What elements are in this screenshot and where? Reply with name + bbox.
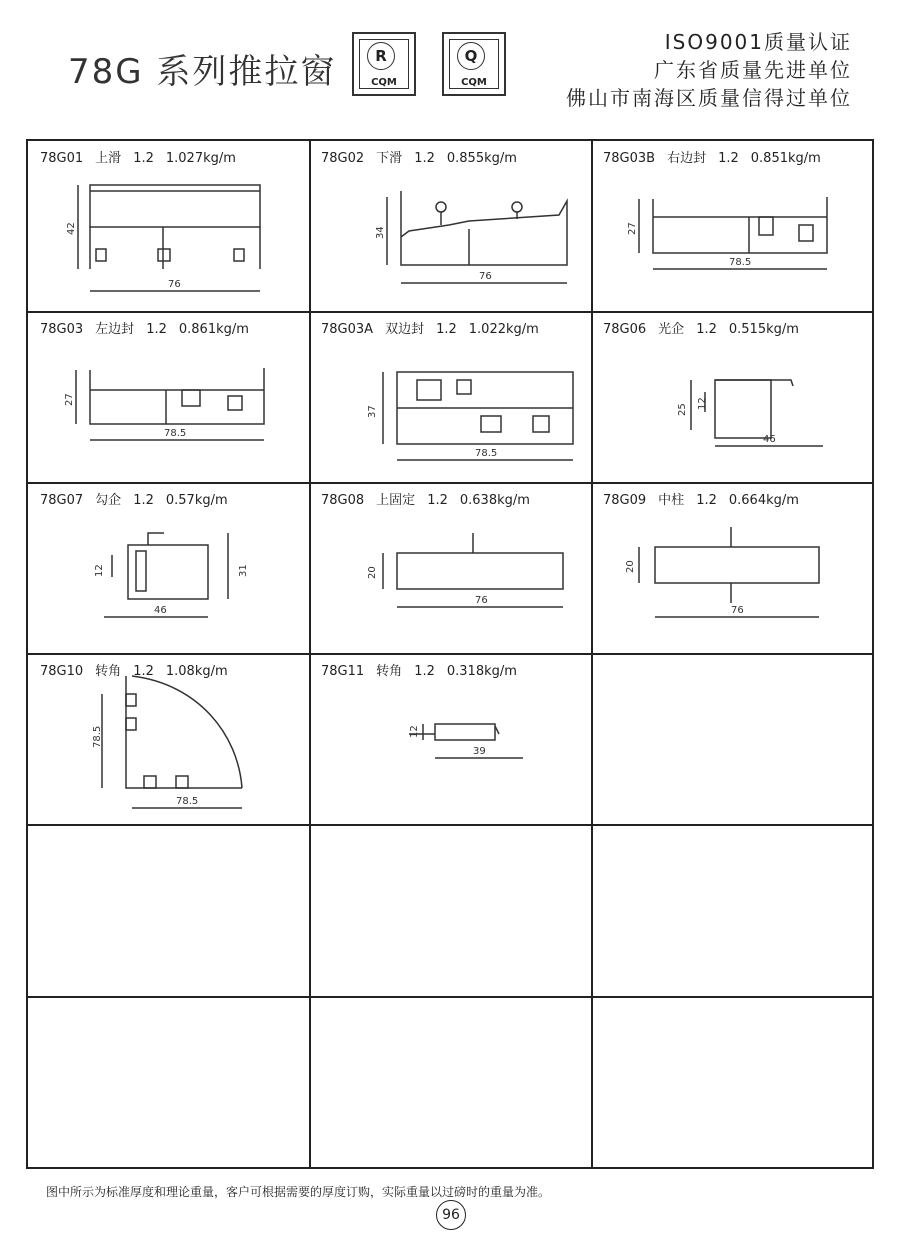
profile-drawing-78g09 <box>591 483 874 653</box>
profile-label: 78G03B 右边封 1.2 0.851kg/m <box>603 151 821 166</box>
profile-cell-78g09 <box>591 483 874 653</box>
svg-text:76: 76 <box>168 279 181 290</box>
svg-text:46: 46 <box>763 434 776 445</box>
svg-text:78.5: 78.5 <box>729 257 752 268</box>
svg-text:25: 25 <box>677 403 688 416</box>
svg-text:46: 46 <box>154 605 167 616</box>
profile-label: 78G11 转角 1.2 0.318kg/m <box>321 664 517 679</box>
profile-label: 78G08 上固定 1.2 0.638kg/m <box>321 493 530 508</box>
svg-text:20: 20 <box>625 560 636 573</box>
svg-text:12: 12 <box>94 564 105 577</box>
page-title: 78G 系列推拉窗 <box>68 52 337 92</box>
profile-label: 78G02 下滑 1.2 0.855kg/m <box>321 151 517 166</box>
cqm-q-certification-badge <box>442 32 506 96</box>
profile-cell-78g10 <box>28 654 309 824</box>
svg-text:76: 76 <box>731 605 744 616</box>
badge-r-mark: R <box>367 42 395 70</box>
profile-label: 78G10 转角 1.2 1.08kg/m <box>40 664 228 679</box>
profile-cell-78g03b <box>591 141 874 311</box>
profile-cell-78g01 <box>28 141 309 311</box>
profile-drawing-78g02 <box>309 141 591 311</box>
profile-drawing-78g06 <box>591 312 874 482</box>
svg-text:20: 20 <box>367 566 378 579</box>
profile-cell-78g03a <box>309 312 591 482</box>
svg-text:78.5: 78.5 <box>164 428 187 439</box>
svg-text:76: 76 <box>479 271 492 282</box>
profile-cell-78g11 <box>309 654 591 824</box>
profile-label: 78G06 光企 1.2 0.515kg/m <box>603 322 799 337</box>
cert-iso9001: ISO9001质量认证 <box>664 30 852 54</box>
profile-cell-78g03 <box>28 312 309 482</box>
profile-drawing-78g08 <box>309 483 591 653</box>
svg-text:37: 37 <box>367 405 378 418</box>
profile-drawing-78g10 <box>28 654 309 824</box>
profile-label: 78G01 上滑 1.2 1.027kg/m <box>40 151 236 166</box>
cert-nanhai: 佛山市南海区质量信得过单位 <box>566 86 852 110</box>
profile-label: 78G07 勾企 1.2 0.57kg/m <box>40 493 228 508</box>
profile-catalog-grid <box>26 139 874 1169</box>
svg-text:27: 27 <box>627 222 638 235</box>
svg-text:12: 12 <box>697 397 708 410</box>
cqm-r-certification-badge <box>352 32 416 96</box>
cert-guangdong: 广东省质量先进单位 <box>654 58 852 82</box>
badge-label: CQM <box>461 77 487 88</box>
badge-label: CQM <box>371 77 397 88</box>
page-number: 96 <box>436 1200 466 1230</box>
profile-drawing-78g03a <box>309 312 591 482</box>
profile-drawing-78g07 <box>28 483 309 653</box>
svg-text:34: 34 <box>375 226 386 239</box>
svg-text:42: 42 <box>66 222 77 235</box>
profile-label: 78G03 左边封 1.2 0.861kg/m <box>40 322 249 337</box>
badge-q-mark: Q <box>457 42 485 70</box>
svg-text:39: 39 <box>473 746 486 757</box>
svg-text:78.5: 78.5 <box>92 725 103 748</box>
footnote: 图中所示为标准厚度和理论重量，客户可根据需要的厚度订购，实际重量以过磅时的重量为准。 <box>46 1185 551 1199</box>
profile-drawing-78g03b <box>591 141 874 311</box>
profile-cell-78g02 <box>309 141 591 311</box>
svg-text:12: 12 <box>409 725 420 738</box>
profile-cell-78g07 <box>28 483 309 653</box>
svg-text:31: 31 <box>238 564 249 577</box>
profile-label: 78G03A 双边封 1.2 1.022kg/m <box>321 322 539 337</box>
svg-text:27: 27 <box>64 393 75 406</box>
profile-drawing-78g03 <box>28 312 309 482</box>
profile-cell-78g06 <box>591 312 874 482</box>
profile-drawing-78g11 <box>309 654 591 824</box>
profile-drawing-78g01 <box>28 141 309 311</box>
profile-cell-78g08 <box>309 483 591 653</box>
svg-text:78.5: 78.5 <box>475 448 498 459</box>
profile-label: 78G09 中柱 1.2 0.664kg/m <box>603 493 799 508</box>
svg-text:76: 76 <box>475 595 488 606</box>
svg-text:78.5: 78.5 <box>176 796 199 807</box>
